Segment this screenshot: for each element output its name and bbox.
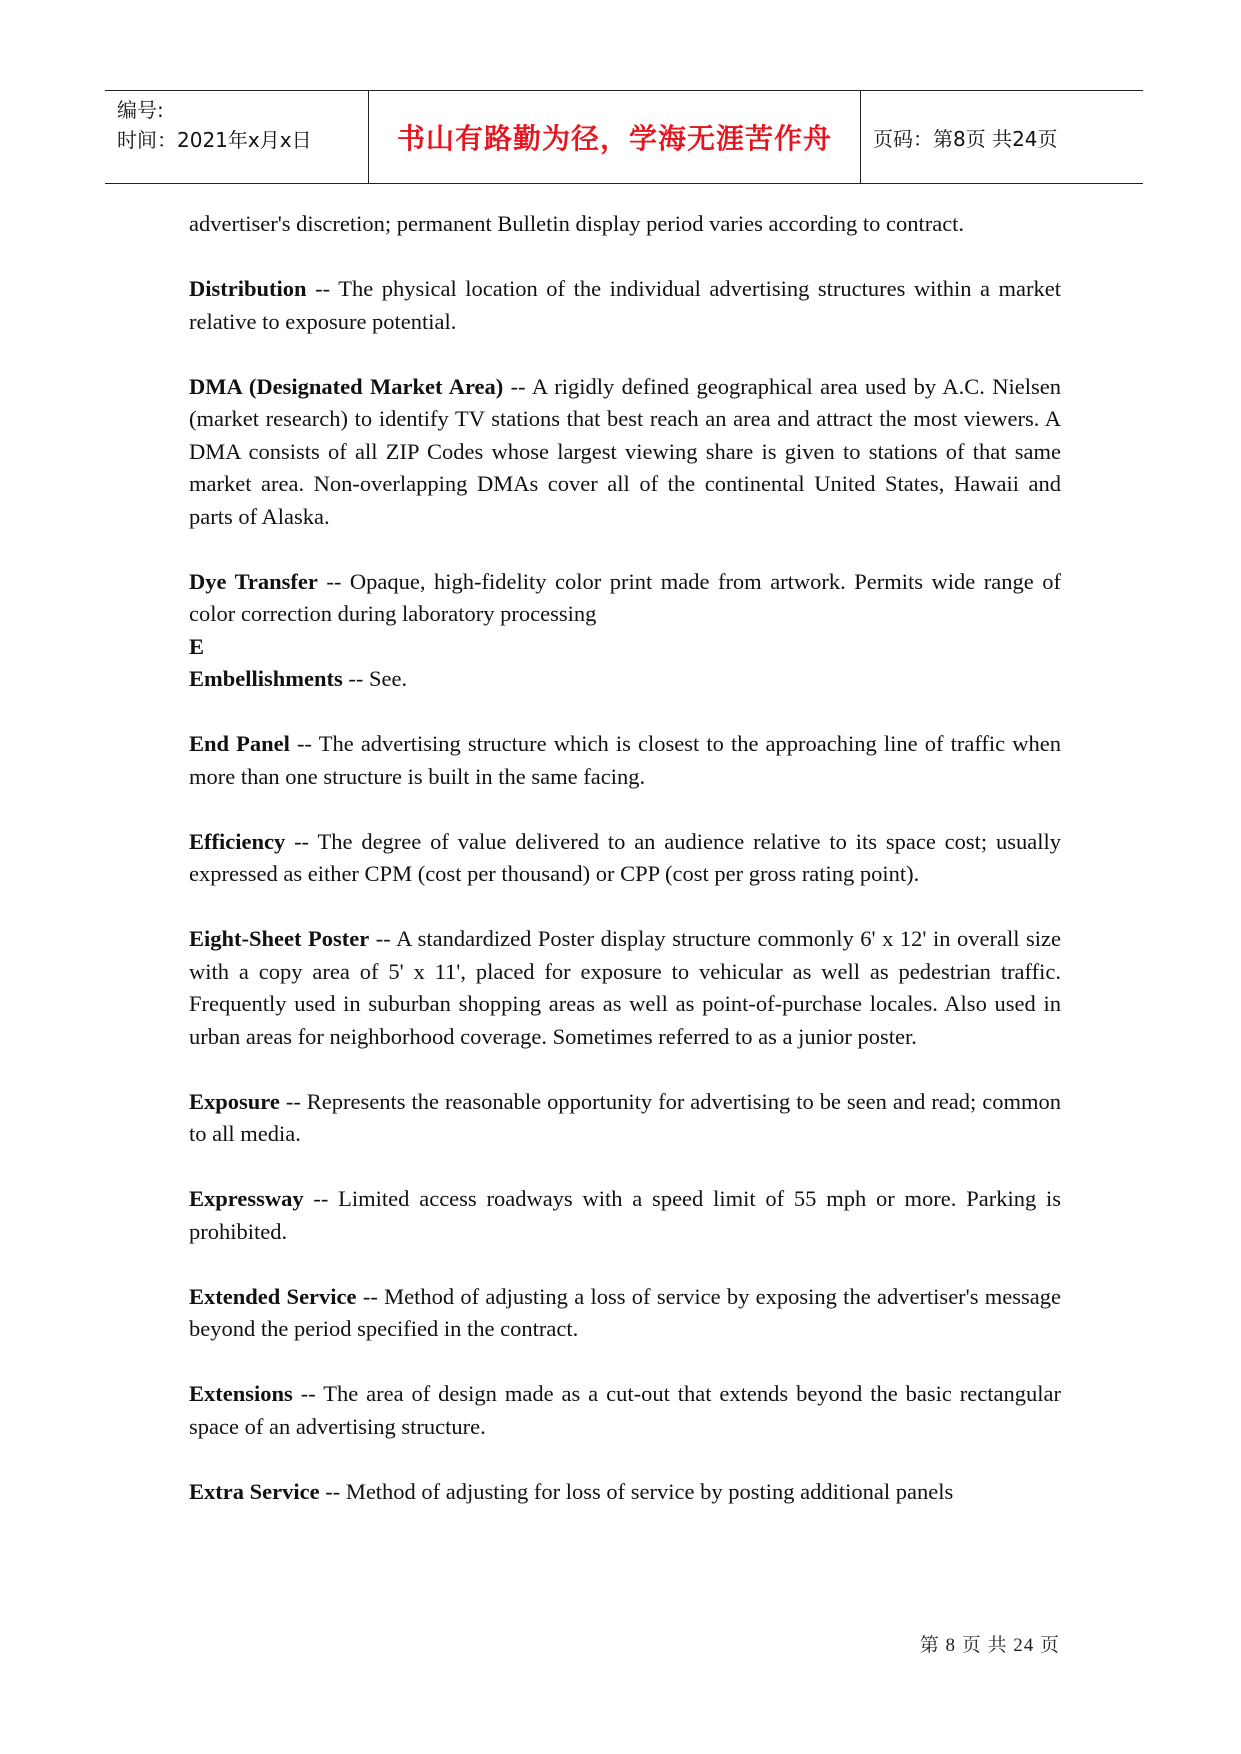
page-footer: 第 8 页 共 24 页 <box>919 1635 1060 1656</box>
header-meta <box>105 91 369 183</box>
glossary-entry-distribution <box>189 273 1061 338</box>
entry-definition: -- Method of adjusting a loss of service by exposing the advertiser's message beyond the period specified in the contract. <box>189 1283 1062 1341</box>
section-letter-e: E <box>189 633 205 659</box>
glossary-entry-dye-transfer <box>189 566 1061 631</box>
glossary-entry-extended-service <box>189 1281 1061 1346</box>
entry-definition: -- Method of adjusting for loss of service by posting additional panels <box>319 1478 954 1504</box>
entry-definition: -- The area of design made as a cut-out that extends beyond the basic rectangular space of an advertising structure. <box>189 1381 1061 1439</box>
entry-term: Embellishments <box>189 666 343 691</box>
entry-term: Efficiency <box>189 828 286 854</box>
entry-term: Extensions <box>189 1381 293 1406</box>
glossary-entry-extensions <box>189 1378 1061 1443</box>
entry-term: Distribution <box>189 276 307 301</box>
entry-term: DMA (Designated Market Area) <box>189 373 504 399</box>
entry-term: End Panel <box>189 731 290 756</box>
glossary-body <box>189 208 1061 1508</box>
entry-term: Exposure <box>189 1088 280 1114</box>
document-time-label: 时间：2021年x月x日 <box>117 128 312 152</box>
glossary-entry-embellishments <box>189 663 1061 696</box>
entry-term: Extra Service <box>189 1478 320 1504</box>
entry-definition: -- The physical location of the individual advertising structures within a market relative to exposure potential. <box>189 276 1061 334</box>
header-motto: 书山有路勤为径，学海无涯苦作舟 <box>369 91 861 183</box>
glossary-entry-dma <box>189 371 1061 534</box>
entry-definition: -- See. <box>342 666 408 691</box>
entry-definition: -- Opaque, high-fidelity color print made from artwork. Permits wide range of color correction during laboratory processing <box>189 568 1062 626</box>
header-page-info: 页码：第8页 共24页 <box>873 126 1058 151</box>
glossary-entry-efficiency <box>189 826 1061 891</box>
document-number-label: 编号: <box>117 98 164 122</box>
intro-paragraph: advertiser's discretion; permanent Bulletin display period varies according to contract. <box>189 211 965 236</box>
entry-definition: -- A standardized Poster display structure commonly 6' x 12' in overall size with a copy area of 5' x 11', placed for exposure to vehicular as well as pedestrian traffic. Frequently used in suburban shopping areas as well as point-of-purchase locales. Also used in urban areas for neighborhood coverage. Sometimes referred to as a junior poster. <box>189 926 1061 1049</box>
glossary-entry-end-panel <box>189 728 1061 793</box>
glossary-entry-extra-service <box>189 1476 1061 1509</box>
entry-definition: -- The advertising structure which is closest to the approaching line of traffic when more than one structure is built in the same facing. <box>189 731 1061 789</box>
entry-definition: -- The degree of value delivered to an audience relative to its space cost; usually expressed as either CPM (cost per thousand) or CPP (cost per gross rating point). <box>189 828 1061 886</box>
page-header <box>105 90 1143 184</box>
glossary-entry-exposure <box>189 1086 1061 1151</box>
entry-definition: -- Represents the reasonable opportunity for advertising to be seen and read; common to all media. <box>189 1088 1061 1146</box>
entry-definition: -- Limited access roadways with a speed limit of 55 mph or more. Parking is prohibited. <box>189 1186 1061 1244</box>
entry-term: Dye Transfer <box>189 568 318 594</box>
entry-term: Extended Service <box>189 1283 357 1309</box>
glossary-entry-expressway <box>189 1183 1061 1248</box>
entry-term: Eight-Sheet Poster <box>189 926 370 951</box>
entry-definition: -- A rigidly defined geographical area used by A.C. Nielsen (market research) to identify TV stations that best reach an area and attract the most viewers. A DMA consists of all ZIP Codes whose largest viewing share is given to stations of that same market area. Non-overlapping DMAs cover all of the continental United States, Hawaii and parts of Alaska. <box>189 373 1061 529</box>
glossary-entry-eight-sheet-poster <box>189 923 1061 1053</box>
entry-term: Expressway <box>189 1186 304 1211</box>
